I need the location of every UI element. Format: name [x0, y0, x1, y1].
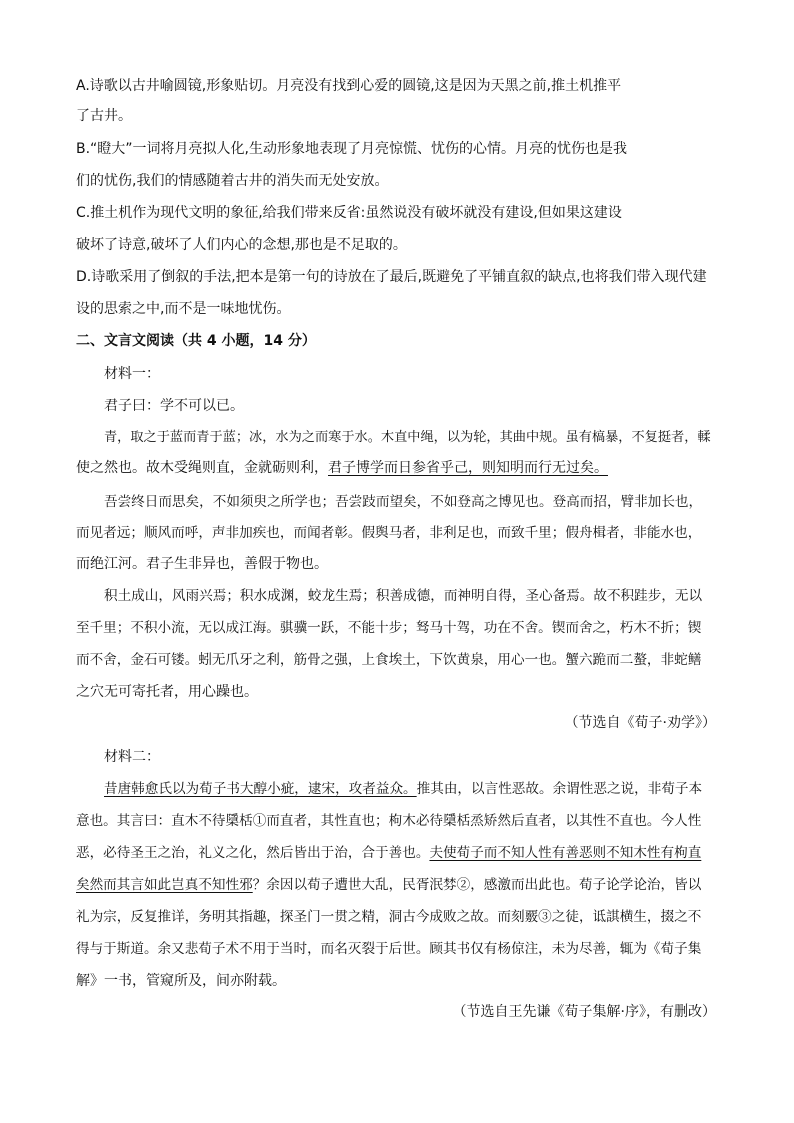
option-c-line-1: C.推土机作为现代文明的象征,给我们带来反省:虽然说没有破坏就没有建设,但如果这建设	[76, 205, 622, 221]
option-d-line-2: 设的思索之中,而不是一味地忧伤。	[76, 301, 291, 317]
material-2-line: 解》一书，管窥所及，间亦附载。	[76, 973, 286, 989]
material-1-line: 积土成山，风雨兴焉；积水成渊，蛟龙生焉；积善成德，而神明自得，圣心备焉。故不积跬步，无以	[104, 588, 703, 604]
option-a-line-1: A.诗歌以古井喻圆镜,形象贴切。月亮没有找到心爱的圆镜,这是因为天黑之前,推土机推平	[76, 78, 622, 94]
material-1-label: 材料一：	[104, 366, 160, 382]
material-2-label: 材料二：	[104, 749, 160, 765]
material-1-line: 而不舍，金石可镂。蚓无爪牙之利，筋骨之强，上食埃土，下饮黄泉，用心一也。蟹六跪而二螯，非蛇鳝	[76, 652, 702, 668]
material-2-line	[104, 780, 702, 798]
material-1-line: 而见者远；顺风而呼，声非加疾也，而闻者彰。假舆马者，非利足也，而致千里；假舟楫者，非能水也，	[76, 525, 702, 541]
text-span: 恶，必待圣王之治，礼义之化，然后皆出于治，合于善也。	[76, 845, 430, 861]
section-heading: 二、文言文阅读（共 4 小题，14 分）	[76, 333, 316, 349]
underlined-sentence: 夫使荀子而不知人性有善恶则不知木性有枸直	[429, 845, 702, 861]
option-b-line-1: B.“瞪大”一词将月亮拟人化,生动形象地表现了月亮惊慌、忧伤的心情。月亮的忧伤也是我	[76, 141, 628, 157]
material-2-line: 礼为宗，反复推详，务明其指趣，探圣门一贯之精，洞古今成败之故。而刻覈③之徒，诋諆横生，掇之不	[76, 909, 702, 925]
material-2-line: 意也。其言曰：直木不待檃栝①而直者，其性直也；枸木必待檃栝烝矫然后直者，以其性不直也。今人性	[76, 813, 702, 829]
text-span: 使之然也。故木受绳则直，金就砺则利，	[76, 460, 328, 476]
underlined-sentence: 矣然而其言如此岂真不知性邪	[76, 877, 253, 893]
material-2-line: 得与于斯道。余又悲荀子术不用于当时，而名灭裂于后世。顾其书仅有杨倞注，未为尽善，辄为《荀子集	[76, 941, 702, 957]
material-2-line	[76, 876, 701, 894]
material-1-line	[76, 459, 608, 477]
material-1-line: 至千里；不积小流，无以成江海。骐骥一跃，不能十步；驽马十驾，功在不舍。锲而舍之，朽木不折；锲	[76, 620, 702, 636]
underlined-sentence: 君子博学而日参省乎己，则知明而行无过矣。	[328, 460, 608, 476]
option-b-line-2: 们的忧伤,我们的情感随着古井的消失而无处安放。	[76, 173, 389, 189]
material-1-line: 吾尝终日而思矣，不如须臾之所学也；吾尝跂而望矣，不如登高之博见也。登高而招，臂非加长也，	[104, 494, 703, 510]
text-span: 推其由，以言性恶故。余谓性恶之说，非荀子本	[416, 781, 703, 797]
material-1-line: 而绝江河。君子生非异也，善假于物也。	[76, 556, 328, 572]
material-1-line: 之穴无可寄托者，用心躁也。	[76, 684, 258, 700]
option-c-line-2: 破坏了诗意,破坏了人们内心的念想,那也是不足取的。	[76, 237, 407, 253]
material-2-source: （节选自王先谦《荀子集解·序》，有删改）	[452, 1004, 716, 1020]
material-2-line	[76, 844, 701, 862]
option-a-line-2: 了古井。	[76, 108, 132, 124]
option-d-line-1: D.诗歌采用了倒叙的手法,把本是第一句的诗放在了最后,既避免了平铺直叙的缺点,也将我们带入现代建	[76, 269, 707, 285]
underlined-sentence: 昔唐韩愈氏以为荀子书大醇小疵，逮宋，攻者益众。	[104, 781, 417, 797]
material-1-source: （节选自《荀子·劝学》）	[564, 715, 716, 731]
material-1-line: 君子曰：学不可以已。	[104, 398, 244, 414]
material-1-line: 青，取之于蓝而青于蓝；冰，水为之而寒于水。木直中绳，以为轮，其曲中规。虽有槁暴，不复挺者，輮	[104, 430, 711, 445]
text-span: ？余因以荀子遭世大乱，民胥泯棼②，感激而出此也。荀子论学论治，皆以	[252, 877, 702, 893]
